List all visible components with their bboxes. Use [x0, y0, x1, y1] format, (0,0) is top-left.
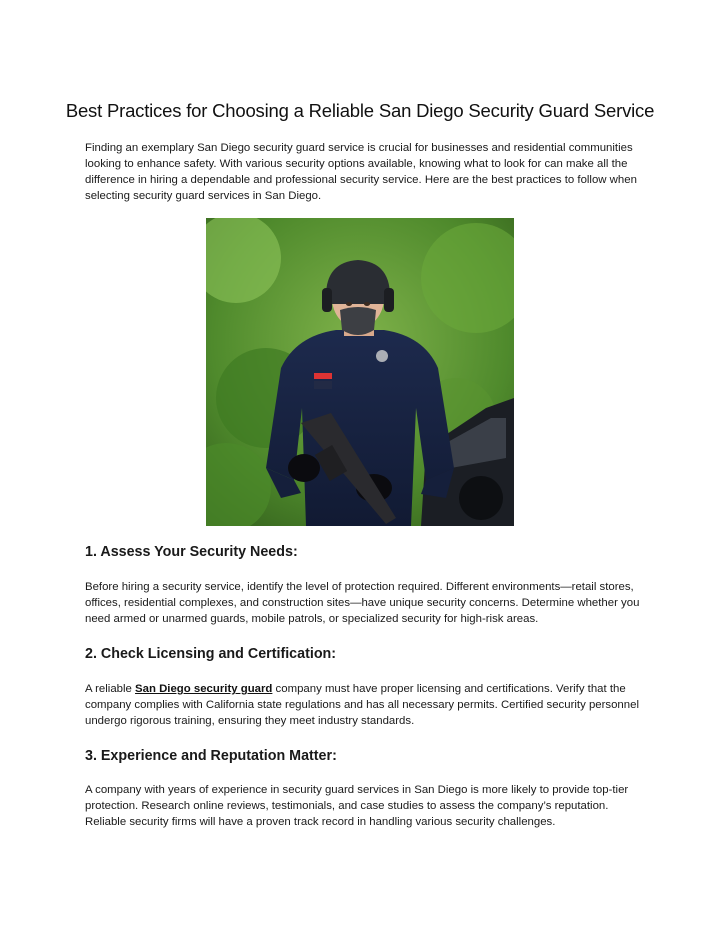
security-guard-illustration	[206, 218, 514, 526]
intro-paragraph: Finding an exemplary San Diego security guard service is crucial for businesses and residential communities looking to enhance safety. With various security options available, knowing what to look for can make all the difference in hiring a dependable and professional security service. Here are the best practices to follow when selecting security guard services in San Diego.	[85, 142, 637, 202]
section-body-1: Before hiring a security service, identify the level of protection required. Different environments—retail stores, offices, residential complexes, and construction sites—have unique security concerns. Determine whether you need armed or unarmed guards, mobile patrols, or specialized security for high-risk areas.	[85, 581, 640, 625]
section-heading-2: 2. Check Licensing and Certification:	[85, 646, 337, 662]
section-body-2-lead: A reliable	[85, 683, 136, 695]
section-body-3: A company with years of experience in security guard services in San Diego is more likely to provide top-tier protection. Research online reviews, testimonials, and case studies to assess the company’s reputation. Reliable security firms will have a proven track record in handling various security challenges.	[85, 784, 629, 828]
section-body-2-rest: company must have proper licensing and certifications. Verify that the company complies with California state regulations and has all necessary permits. Certified security personnel undergo rigorous training, ensuring they meet industry standards.	[85, 683, 639, 727]
security-guard-photo	[206, 218, 514, 526]
section-body-2	[85, 681, 645, 729]
san-diego-security-guard-link[interactable]: San Diego security guard	[135, 683, 273, 695]
section-heading-1: 1. Assess Your Security Needs:	[85, 544, 298, 560]
section-heading-3: 3. Experience and Reputation Matter:	[85, 748, 337, 764]
page-title: Best Practices for Choosing a Reliable San Diego Security Guard Service	[65, 100, 655, 121]
